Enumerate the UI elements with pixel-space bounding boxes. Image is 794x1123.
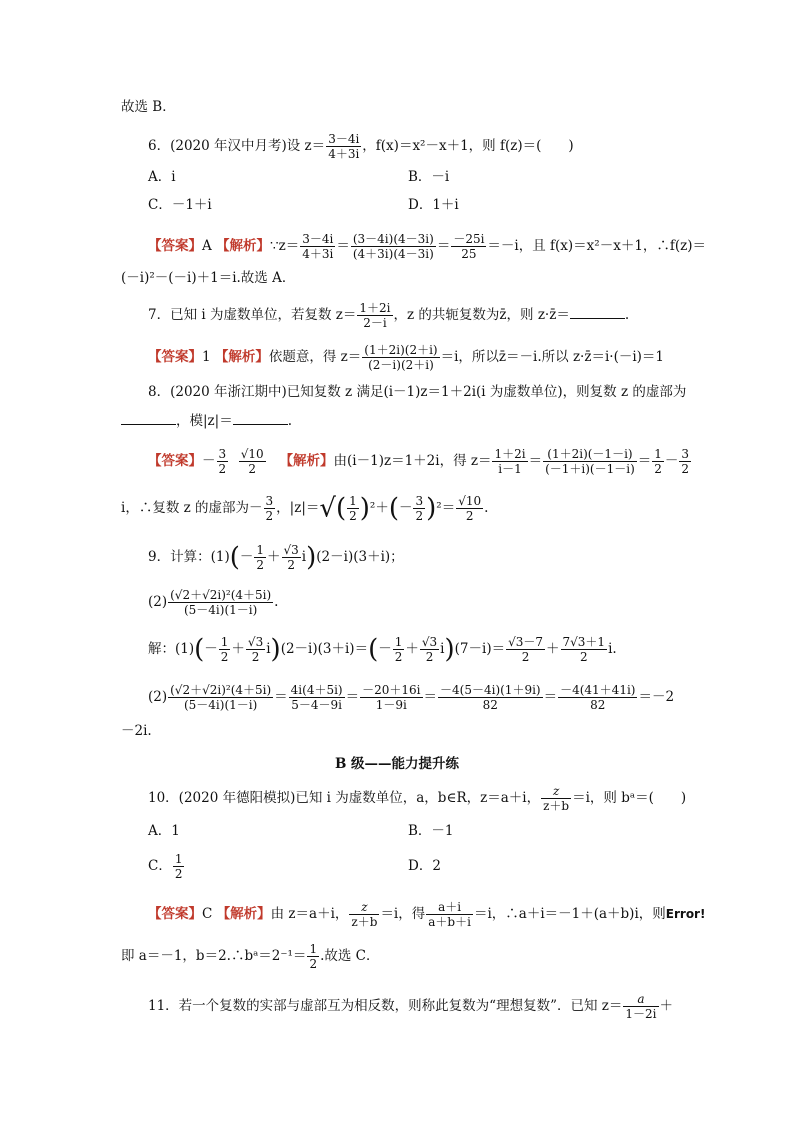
answer-tag: 【答案】: [148, 238, 202, 254]
answer-8-line2: i，∴复数 z 的虚部为－ $\frac{3}{2}$ ，|z|＝√( $\frac{1}{2}$ )²＋(－ $\frac{3}{2}$ )²＝ $\frac{√10}{2}$ .: [121, 493, 489, 524]
answer-blank: [570, 306, 625, 319]
answer-8: 【答案】－ $\frac{3}{2}$ $\frac{√10}{2}$ 【解析】由(i－1)z＝1＋2i，得 z＝ $\frac{1+2i}{i-1}$ ＝ $\frac{(1+2i)(-1-i)}{(-1+i)(-1-i)}$ ＝ $\frac{1}{2}$ － $\frac{3}{2}$: [148, 447, 690, 476]
answer-10: 【答案】C 【解析】由 z＝a＋i， $\frac{z}{z+b}$ ＝i，得 $\frac{a+i}{a+b+i}$ ＝i，∴a＋i＝－1＋(a＋b)i，则Error!: [148, 900, 706, 929]
question-9-part2: (2) $\frac{\text{(√2＋√2i)²(4＋5i)}}{(5-4i)(1-i)}$ .: [148, 588, 279, 617]
analysis-tag: 【解析】: [214, 349, 269, 365]
prev-answer-tail: 故选 B．: [121, 99, 176, 115]
solution-9: 解：(1)(－ $\frac{1}{2}$ ＋ $\frac{√3}{2}$ i)(2－i)(3＋i)＝(－ $\frac{1}{2}$ ＋ $\frac{√3}{2}$ i)(7－i)＝ $\frac{√3-7}{2}$ ＋ $\frac{7√3+1}{2}$ i.: [148, 634, 617, 665]
question-7: 7．已知 i 为虚数单位，若复数 z＝ $\frac{1+2i}{2-i}$ ，z 的共轭复数为z̄，则 z·z̄＝ .: [148, 301, 630, 330]
solution-9-line3: －2i.: [121, 723, 152, 739]
question-8: 8．(2020 年浙江期中)已知复数 z 满足(i－1)z＝1＋2i(i 为虚数单位)，则复数 z 的虚部为: [148, 384, 687, 400]
question-11: 11．若一个复数的实部与虚部互为相反数，则称此复数为“理想复数”．已知 z＝ $\frac{a}{1-2i}$ ＋: [148, 992, 673, 1021]
option-d: D．1＋i: [408, 197, 459, 213]
option-c: C． $\frac{1}{2}$: [148, 852, 183, 881]
question-6: 6．(2020 年汉中月考)设 z＝ $\frac{3-4i}{4+3i}$ ，f(x)＝x²－x＋1，则 f(z)＝( ): [148, 132, 574, 161]
answer-6: 【答案】A 【解析】∵z＝ $\frac{3-4i}{4+3i}$ ＝ $\frac{(3-4i)(4-3i)}{(4+3i)(4-3i)}$ ＝ $\frac{-25i}{25}$ ＝－i，且 f(x)＝x²－x＋1，∴f(z)＝: [148, 232, 707, 261]
solution-9-part2: (2) $\frac{\text{(√2＋√2i)²(4＋5i)}}{(5-4i)(1-i)}$ ＝ $\frac{4i(4+5i)}{5-4-9i}$ ＝ $\frac{-20+16i}{1-9i}$ ＝ $\frac{-4(5-4i)(1+9i)}{82}$ ＝ $\frac{-4(41+41i)}{82}$ ＝－2: [148, 683, 675, 712]
option-a: A．1: [148, 823, 180, 839]
analysis-tag: 【解析】: [216, 906, 271, 922]
option-b: B．－i: [408, 169, 450, 185]
fraction: $\frac{3-4i}{4+3i}$: [328, 132, 360, 161]
option-d: D．2: [408, 858, 441, 874]
question-8-line2: ，模|z|＝ .: [121, 412, 292, 430]
answer-7: 【答案】1 【解析】依题意，得 z＝ $\frac{(1+2i)(2+i)}{(2-i)(2+i)}$ ＝i，所以z̄＝－i.所以 z·z̄＝i·(－i)＝1: [148, 343, 665, 372]
answer-tag: 【答案】: [148, 349, 202, 365]
answer-tag: 【答案】: [148, 453, 202, 469]
question-9: 9．计算：(1)(－ $\frac{1}{2}$ ＋ $\frac{√3}{2}$ i)(2－i)(3＋i)；: [148, 542, 404, 573]
section-heading: B 级——能力提升练: [334, 756, 460, 772]
answer-tag: 【答案】: [148, 906, 202, 922]
option-c: C．－1＋i: [148, 197, 212, 213]
option-b: B．－1: [408, 823, 454, 839]
analysis-tag: 【解析】: [279, 453, 334, 469]
analysis-tag: 【解析】: [216, 238, 271, 254]
answer-6-line2: (－i)²－(－i)＋1＝i.故选 A．: [121, 270, 296, 286]
question-10: 10．(2020 年德阳模拟)已知 i 为虚数单位，a，b∈R，z＝a＋i， $\frac{z}{z+b}$ ＝i，则 bᵃ＝( ): [148, 784, 687, 813]
answer-10-line2: 即 a＝－1，b＝2.∴bᵃ＝2⁻¹＝ $\frac{1}{2}$ .故选 C．: [121, 942, 380, 971]
option-a: A．i: [148, 169, 176, 185]
